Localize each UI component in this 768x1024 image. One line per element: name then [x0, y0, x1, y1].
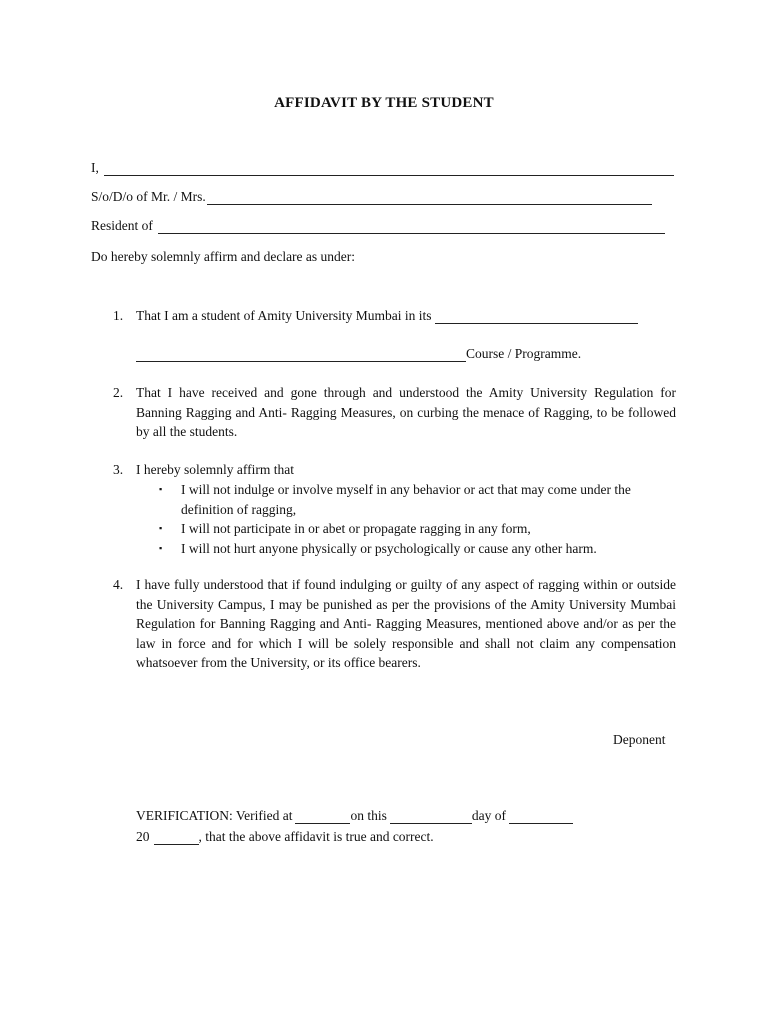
- item-number: 3.: [113, 462, 124, 477]
- parent-label: S/o/D/o of Mr. / Mrs.: [91, 189, 206, 204]
- verified-month-field[interactable]: [509, 811, 573, 824]
- day-of-label: day of: [471, 808, 506, 823]
- declaration-intro: Do hereby solemnly affirm and declare as under:: [91, 249, 356, 264]
- item-2-text: That I have received and gone through and understood the Amity University Regulation for Banning Ragging and Anti- Ragging Measures, on curbing the menace of Ragging, to be followed by all the students.: [136, 385, 676, 439]
- resident-label: Resident of: [91, 218, 153, 233]
- course-field[interactable]: [136, 349, 466, 362]
- bullet-item: I will not participate in or abet or propagate ragging in any form,: [181, 521, 531, 536]
- deponent-label: Deponent: [613, 732, 666, 747]
- item-number: 1.: [113, 308, 124, 323]
- bullet-icon: ▪: [159, 543, 163, 553]
- course-label: Course / Programme.: [466, 346, 582, 361]
- campus-field[interactable]: [435, 311, 638, 324]
- parent-line: [91, 189, 652, 205]
- name-line: [91, 160, 674, 176]
- page-title: AFFIDAVIT BY THE STUDENT: [274, 95, 494, 111]
- parent-name-field[interactable]: [207, 192, 652, 205]
- residence-field[interactable]: [158, 221, 665, 234]
- name-label: I,: [91, 160, 99, 175]
- item-number: 4.: [113, 577, 124, 592]
- item-1-text: That I am a student of Amity University Mumbai in its: [136, 308, 432, 323]
- verification-line-2: [136, 829, 434, 845]
- bullet-icon: ▪: [159, 484, 163, 494]
- verification-closing: , that the above affidavit is true and correct.: [198, 829, 434, 844]
- verified-year-field[interactable]: [154, 832, 199, 845]
- resident-line: [91, 218, 665, 234]
- verified-day-field[interactable]: [390, 811, 472, 824]
- verification-label: VERIFICATION: Verified at: [136, 808, 293, 823]
- item-number: 2.: [113, 385, 124, 400]
- year-prefix: 20: [136, 829, 150, 844]
- item-3-text: I hereby solemnly affirm that: [136, 462, 294, 477]
- item-4-text: I have fully understood that if found indulging or guilty of any aspect of ragging within or outside the University Campus, I may be punished as per the provisions of the Amity University Mumbai Regulation for Banning Ragging and Anti- Ragging Measures, mentioned above and/or as per the law in force and for which I will be solely responsible and shall not claim any compensation whatsoever from the University, or its office bearers.: [136, 577, 676, 670]
- on-this-label: on this: [350, 808, 387, 823]
- name-field[interactable]: [104, 163, 674, 176]
- verification-line-1: [136, 808, 573, 824]
- item-1-line-2: [136, 346, 581, 362]
- bullet-icon: ▪: [159, 523, 163, 533]
- verified-place-field[interactable]: [295, 811, 350, 824]
- bullet-item: I will not indulge or involve myself in any behavior or act that may come under the definition of ragging,: [181, 482, 631, 517]
- item-1-line-1: [136, 308, 638, 324]
- bullet-item: I will not hurt anyone physically or psychologically or cause any other harm.: [181, 541, 597, 556]
